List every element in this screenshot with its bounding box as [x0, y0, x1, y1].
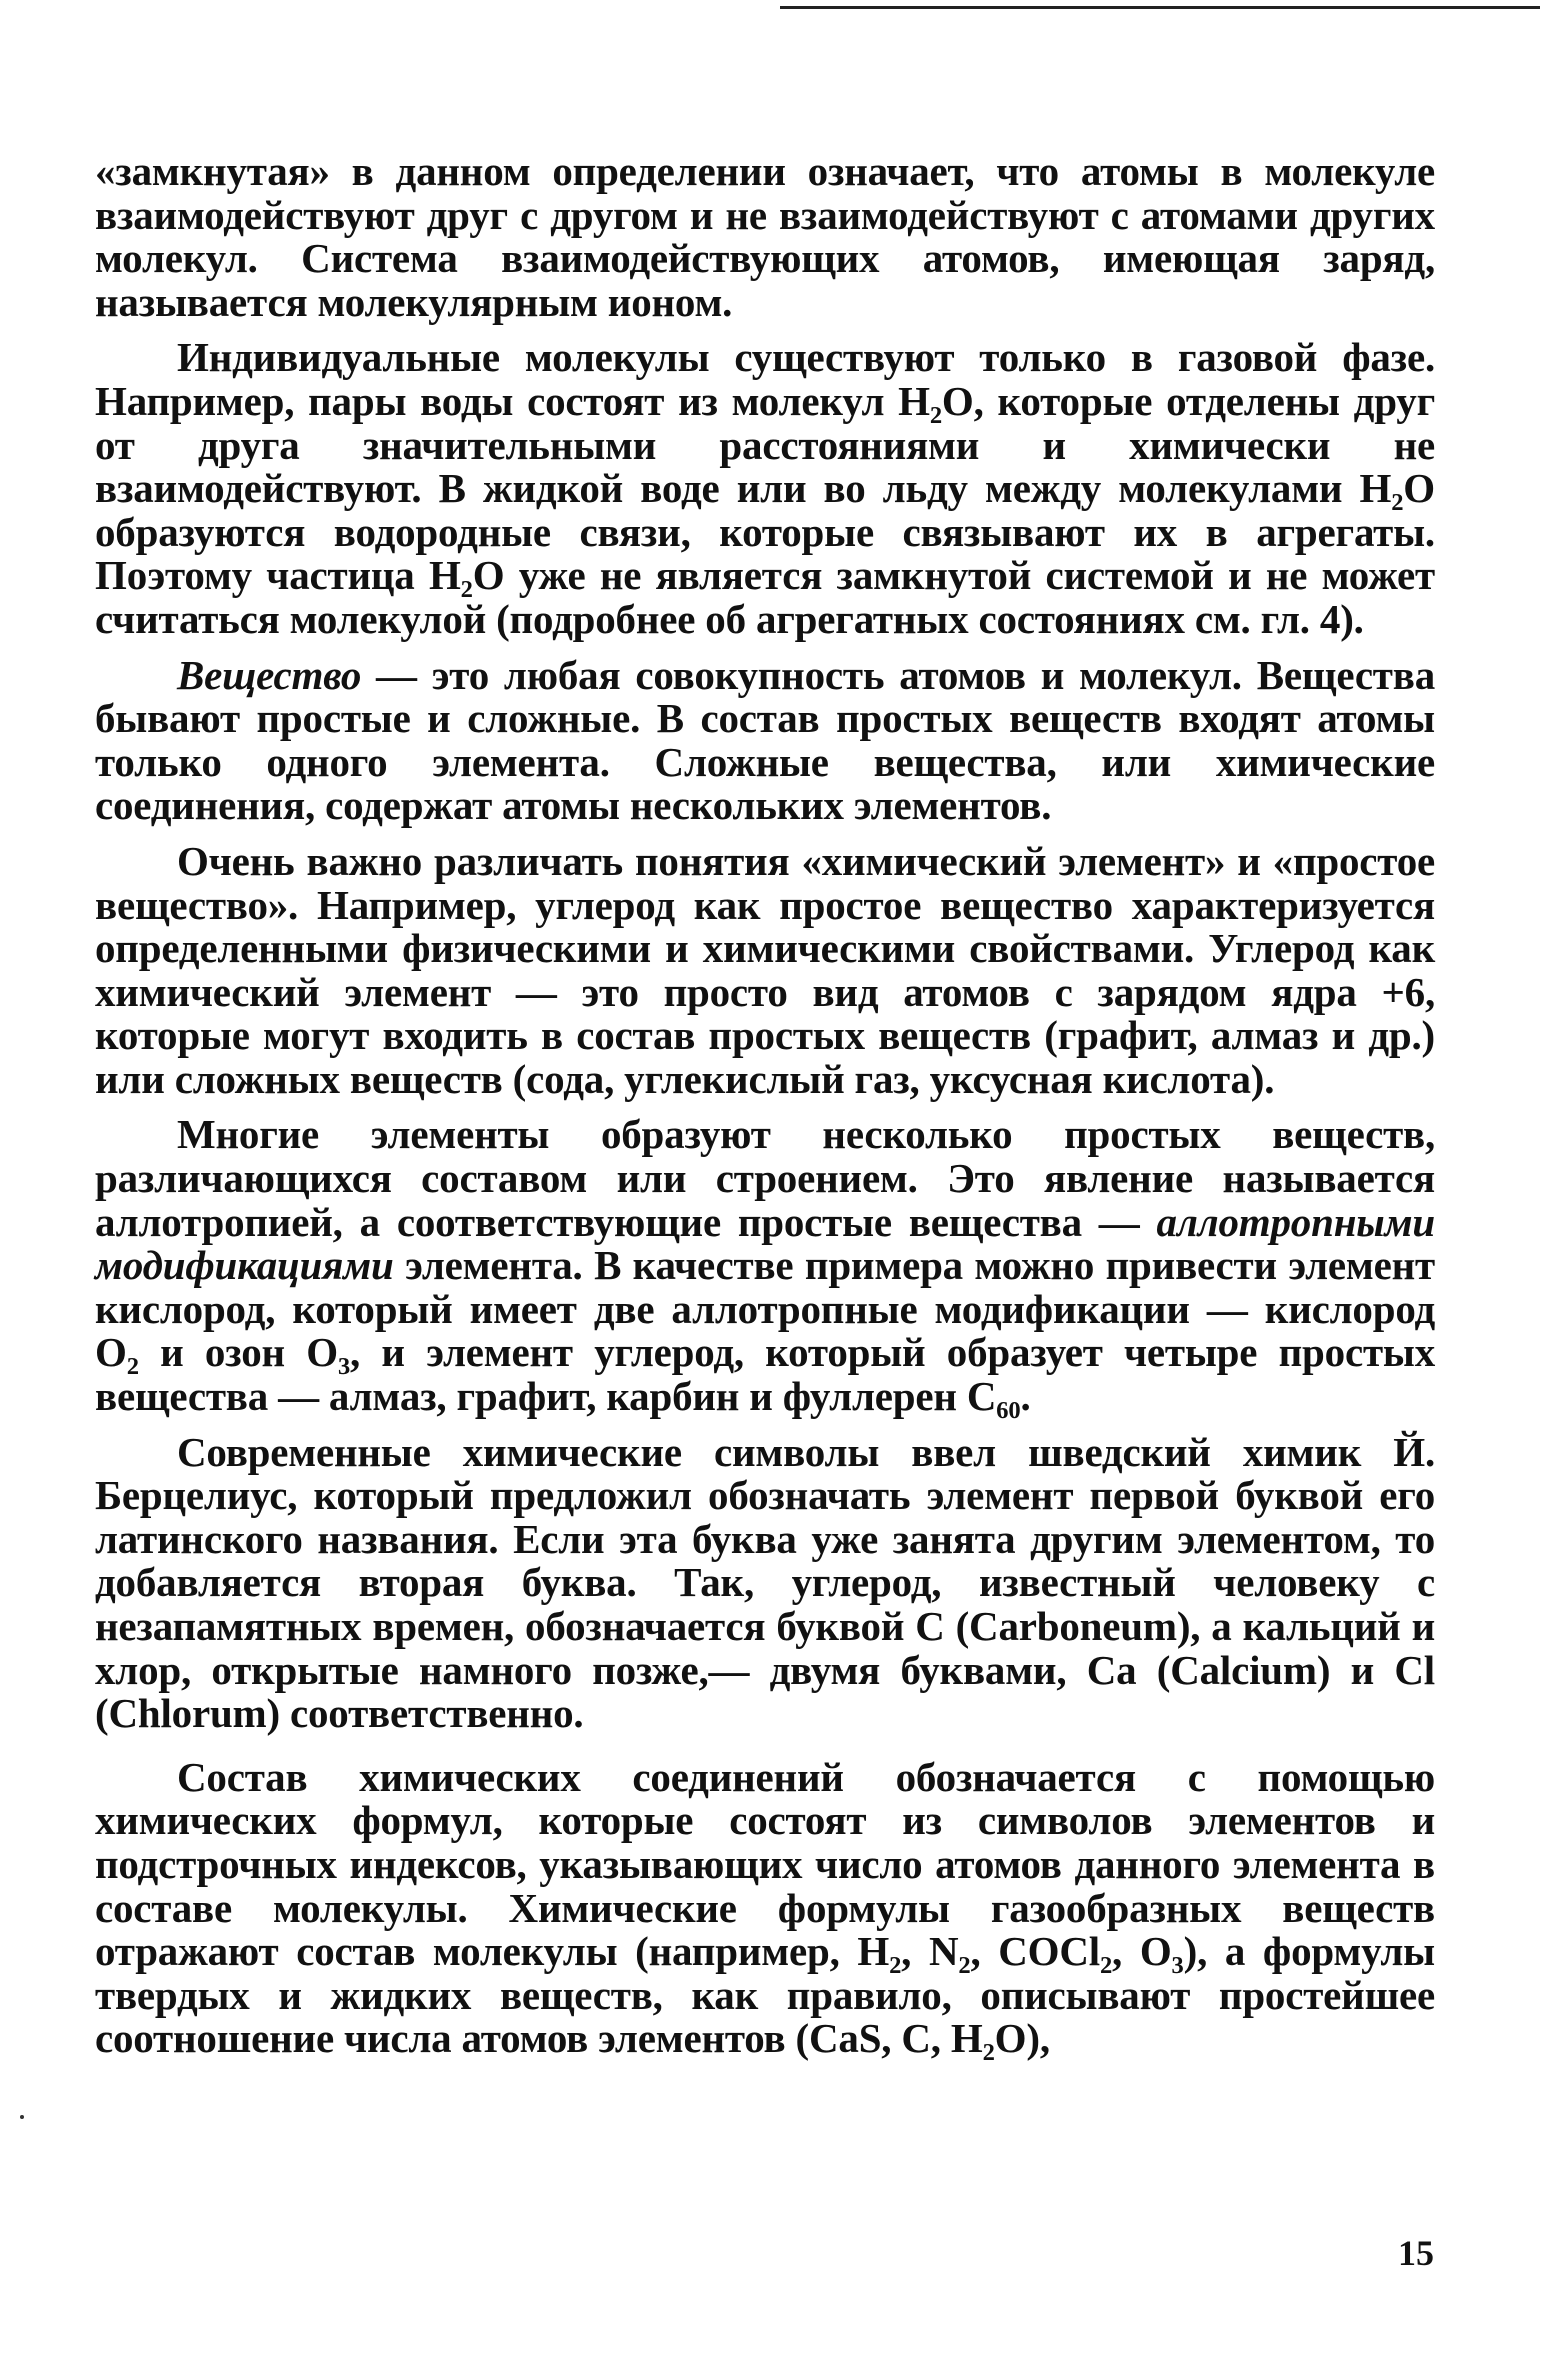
paragraph-4-text: Очень важно различать понятия «химический элемент» и «простое вещество». Например, углерод как простое вещество характеризуется определенными физическими и химическими свойствами. Углерод как химический элемент — это просто вид атомов с зарядом ядра +6, которые могут входить в состав простых веществ (графит, алмаз и др.) или сложных веществ (сода, углекислый газ, уксусная кислота).	[95, 837, 1435, 1102]
page-text	[95, 150, 1435, 2061]
paragraph-5	[95, 1113, 1435, 1418]
page-number: 15	[1398, 2233, 1434, 2273]
paragraph-2	[95, 336, 1435, 641]
term-allotropic-modifications: аллотропными модификациями	[95, 1198, 1435, 1289]
paragraph-2-text: Индивидуальные молекулы существуют только в газовой фазе. Например, пары воды состоят из молекул H₂O, которые отделены друг от друга значительными расстояниями и химически не взаимодействуют. В жидкой воде или во льду между молекулами H₂O образуются водородные связи, которые связывают их в агрегаты. Поэтому частица H₂O уже не является замкнутой системой и не может считаться молекулой (подробнее об агрегатных состояниях см. гл. 4).	[95, 334, 1435, 642]
top-rule	[780, 6, 1540, 9]
paragraph-5-text-a: Многие элементы образуют несколько простых веществ, различающихся составом или строением. Это явление называется аллотропией, а соответствующие простые вещества —	[95, 1111, 1435, 1245]
paragraph-6-text: Современные химические символы ввел шведский химик Й. Берцелиус, который предложил обозначать элемент первой буквой его латинского названия. Если эта буква уже занята другим элементом, то добавляется вторая буква. Так, углерод, известный человеку с незапамятных времен, обозначается буквой C (Carboneum), а кальций и хлор, открытые намного позже,— двумя буквами, Ca (Calcium) и Cl (Chlorum) соответственно.	[95, 1428, 1435, 1737]
scan-speck	[20, 2115, 24, 2119]
paragraph-1-text: «замкнутая» в данном определении означает, что атомы в молекуле взаимодействуют друг с другом и не взаимодействуют с атомами других молекул. Система взаимодействующих атомов, имеющая заряд, называется молекулярным ионом.	[95, 148, 1435, 325]
paragraph-3	[95, 651, 1435, 829]
paragraph-6	[95, 1428, 1435, 1737]
paragraph-4	[95, 837, 1435, 1102]
paragraph-7-text: Состав химических соединений обозначается с помощью химических формул, которые состоят из символов элементов и подстрочных индексов, указывающих число атомов данного элемента в составе молекулы. Химические формулы газообразных веществ отражают состав молекулы (например, H₂, N₂, COCl₂, O₃), а формулы твердых и жидких веществ, как правило, описывают простейшее соотношение числа атомов элементов (CaS, C, H₂O),	[95, 1753, 1435, 2062]
term-veshchestvo: Вещество	[177, 651, 362, 698]
paragraph-1	[95, 150, 1435, 324]
paragraph-7	[95, 1753, 1435, 2062]
paragraph-3-text: — это любая совокупность атомов и молекул. Вещества бывают простые и сложные. В состав простых веществ входят атомы только одного элемента. Сложные вещества, или химические соединения, содержат атомы нескольких элементов.	[95, 651, 1435, 829]
paragraph-5-text-b: элемента. В качестве примера можно привести элемент кислород, который имеет две аллотропные модификации — кислород O₂ и озон O₃, и элемент углерод, который образует четыре простых вещества — алмаз, графит, карбин и фуллерен C₆₀.	[95, 1242, 1435, 1420]
